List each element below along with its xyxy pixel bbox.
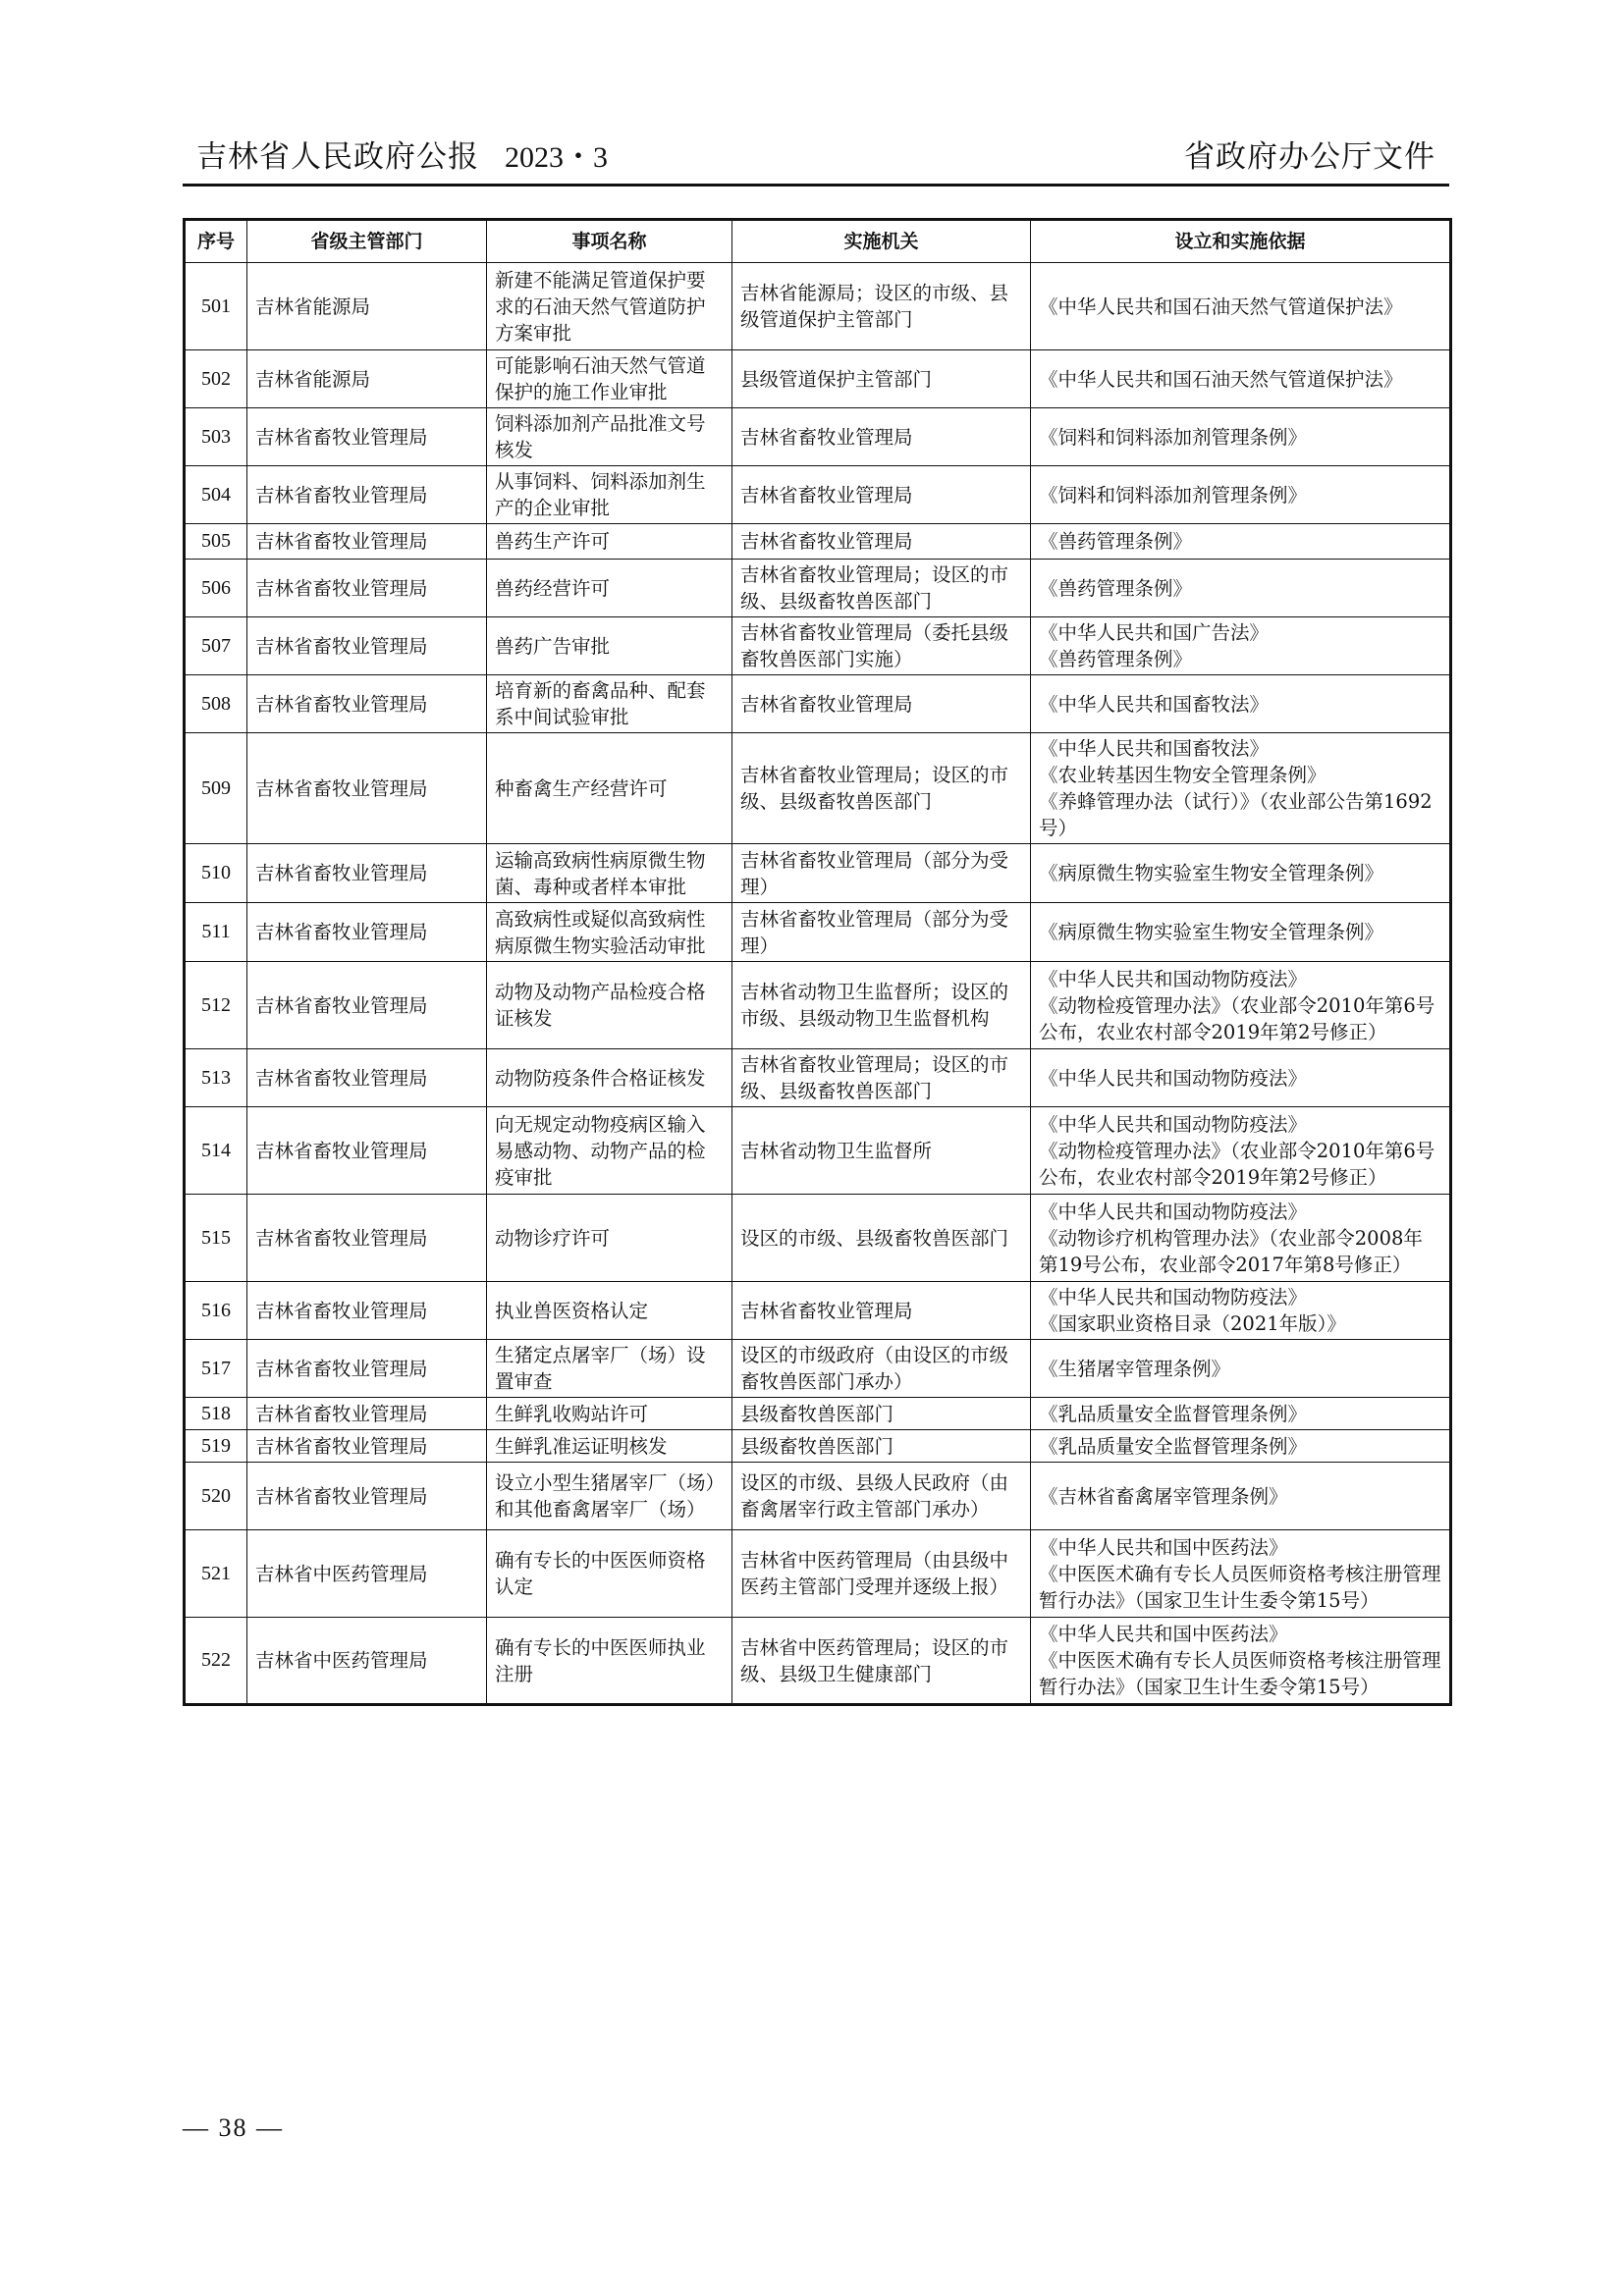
cell-agency: 县级管道保护主管部门 xyxy=(732,350,1031,408)
cell-item: 兽药生产许可 xyxy=(487,524,732,560)
cell-dept: 吉林省畜牧业管理局 xyxy=(247,560,487,617)
column-header-basis: 设立和实施依据 xyxy=(1031,220,1451,263)
cell-item: 动物诊疗许可 xyxy=(487,1195,732,1282)
cell-dept: 吉林省畜牧业管理局 xyxy=(247,1340,487,1398)
cell-agency: 吉林省畜牧业管理局（部分为受理） xyxy=(732,844,1031,903)
basis-line: 《吉林省畜禽屠宰管理条例》 xyxy=(1039,1484,1288,1508)
cell-dept: 吉林省畜牧业管理局 xyxy=(247,1049,487,1107)
table-row xyxy=(185,1430,1451,1463)
cell-dept: 吉林省畜牧业管理局 xyxy=(247,903,487,962)
cell-no: 521 xyxy=(185,1530,247,1618)
basis-line: 《中医医术确有专长人员医师资格考核注册管理暂行办法》（国家卫生计生委令第15号） xyxy=(1039,1649,1441,1698)
cell-no: 518 xyxy=(185,1398,247,1430)
cell-no: 502 xyxy=(185,350,247,408)
column-header-item: 事项名称 xyxy=(487,220,732,263)
cell-agency: 吉林省中医药管理局（由县级中医药主管部门受理并逐级上报） xyxy=(732,1530,1031,1618)
cell-agency: 县级畜牧兽医部门 xyxy=(732,1398,1031,1430)
section-title: 省政府办公厅文件 xyxy=(1184,139,1435,175)
table-header-row xyxy=(185,220,1451,263)
cell-basis xyxy=(1031,675,1451,733)
basis-line: 《养蜂管理办法（试行）》（农业部公告第1692号） xyxy=(1039,790,1433,839)
cell-agency: 吉林省中医药管理局；设区的市级、县级卫生健康部门 xyxy=(732,1618,1031,1705)
cell-dept: 吉林省畜牧业管理局 xyxy=(247,1195,487,1282)
cell-dept: 吉林省畜牧业管理局 xyxy=(247,1282,487,1340)
cell-agency: 吉林省畜牧业管理局；设区的市级、县级畜牧兽医部门 xyxy=(732,1049,1031,1107)
table-row xyxy=(185,1340,1451,1398)
table-row xyxy=(185,733,1451,844)
column-header-no: 序号 xyxy=(185,220,247,263)
column-header-dept: 省级主管部门 xyxy=(247,220,487,263)
basis-line: 《中华人民共和国动物防疫法》 xyxy=(1039,1286,1308,1308)
cell-agency: 吉林省畜牧业管理局 xyxy=(732,675,1031,733)
publication-name: 吉林省人民政府公报 xyxy=(196,139,479,175)
table-row xyxy=(185,560,1451,617)
cell-dept: 吉林省畜牧业管理局 xyxy=(247,1107,487,1195)
cell-item: 新建不能满足管道保护要求的石油天然气管道防护方案审批 xyxy=(487,263,732,350)
cell-item: 生猪定点屠宰厂（场）设置审查 xyxy=(487,1340,732,1398)
cell-no: 509 xyxy=(185,733,247,844)
cell-dept: 吉林省畜牧业管理局 xyxy=(247,1430,487,1463)
table-row xyxy=(185,962,1451,1049)
cell-basis xyxy=(1031,1195,1451,1282)
cell-agency: 吉林省畜牧业管理局 xyxy=(732,466,1031,524)
basis-line: 《中华人民共和国动物防疫法》 xyxy=(1039,1066,1308,1090)
cell-basis xyxy=(1031,733,1451,844)
cell-basis xyxy=(1031,466,1451,524)
cell-dept: 吉林省畜牧业管理局 xyxy=(247,844,487,903)
cell-basis xyxy=(1031,1618,1451,1705)
cell-basis xyxy=(1031,903,1451,962)
basis-line: 《饲料和饲料添加剂管理条例》 xyxy=(1039,425,1308,449)
cell-basis xyxy=(1031,617,1451,675)
table-row xyxy=(185,408,1451,466)
table-row xyxy=(185,466,1451,524)
cell-agency: 吉林省能源局；设区的市级、县级管道保护主管部门 xyxy=(732,263,1031,350)
cell-item: 生鲜乳准运证明核发 xyxy=(487,1430,732,1463)
cell-basis xyxy=(1031,1398,1451,1430)
cell-no: 513 xyxy=(185,1049,247,1107)
basis-line: 《中医医术确有专长人员医师资格考核注册管理暂行办法》（国家卫生计生委令第15号） xyxy=(1039,1562,1441,1612)
cell-item: 兽药广告审批 xyxy=(487,617,732,675)
cell-no: 504 xyxy=(185,466,247,524)
cell-no: 512 xyxy=(185,962,247,1049)
cell-item: 可能影响石油天然气管道保护的施工作业审批 xyxy=(487,350,732,408)
basis-line: 《中华人民共和国动物防疫法》 xyxy=(1039,1112,1308,1136)
table-row xyxy=(185,1282,1451,1340)
page-header xyxy=(183,126,1449,183)
cell-dept: 吉林省畜牧业管理局 xyxy=(247,524,487,560)
basis-line: 《动物检疫管理办法》（农业部令2010年第6号公布，农业农村部令2019年第2号修正） xyxy=(1039,1139,1435,1189)
table-row xyxy=(185,1530,1451,1618)
table-row xyxy=(185,1107,1451,1195)
basis-line: 《兽药管理条例》 xyxy=(1039,530,1193,553)
cell-no: 520 xyxy=(185,1463,247,1530)
cell-agency: 吉林省畜牧业管理局 xyxy=(732,408,1031,466)
table-row xyxy=(185,1049,1451,1107)
cell-no: 519 xyxy=(185,1430,247,1463)
table-body xyxy=(185,263,1451,1705)
cell-basis xyxy=(1031,844,1451,903)
cell-item: 培育新的畜禽品种、配套系中间试验审批 xyxy=(487,675,732,733)
cell-dept: 吉林省畜牧业管理局 xyxy=(247,675,487,733)
cell-dept: 吉林省畜牧业管理局 xyxy=(247,617,487,675)
table-row xyxy=(185,263,1451,350)
basis-line: 《农业转基因生物安全管理条例》 xyxy=(1039,764,1326,786)
cell-dept: 吉林省畜牧业管理局 xyxy=(247,733,487,844)
basis-line: 《国家职业资格目录（2021年版）》 xyxy=(1039,1312,1346,1335)
basis-line: 《动物诊疗机构管理办法》（农业部令2008年第19号公布，农业部令2017年第8号修正） xyxy=(1039,1226,1423,1276)
basis-line: 《中华人民共和国中医药法》 xyxy=(1039,1623,1288,1645)
cell-dept: 吉林省畜牧业管理局 xyxy=(247,962,487,1049)
cell-item: 确有专长的中医医师资格认定 xyxy=(487,1530,732,1618)
cell-item: 兽药经营许可 xyxy=(487,560,732,617)
basis-line: 《中华人民共和国动物防疫法》 xyxy=(1039,967,1308,990)
cell-agency: 吉林省畜牧业管理局（委托县级畜牧兽医部门实施） xyxy=(732,617,1031,675)
basis-line: 《乳品质量安全监督管理条例》 xyxy=(1039,1402,1308,1425)
basis-line: 《中华人民共和国广告法》 xyxy=(1039,621,1270,644)
cell-agency: 吉林省动物卫生监督所；设区的市级、县级动物卫生监督机构 xyxy=(732,962,1031,1049)
cell-item: 动物防疫条件合格证核发 xyxy=(487,1049,732,1107)
cell-no: 506 xyxy=(185,560,247,617)
cell-agency: 吉林省畜牧业管理局（部分为受理） xyxy=(732,903,1031,962)
cell-no: 514 xyxy=(185,1107,247,1195)
cell-agency: 吉林省畜牧业管理局 xyxy=(732,524,1031,560)
cell-no: 507 xyxy=(185,617,247,675)
basis-line: 《饲料和饲料添加剂管理条例》 xyxy=(1039,483,1308,507)
cell-basis xyxy=(1031,1340,1451,1398)
cell-item: 生鲜乳收购站许可 xyxy=(487,1398,732,1430)
table-row xyxy=(185,350,1451,408)
cell-basis xyxy=(1031,263,1451,350)
cell-dept: 吉林省中医药管理局 xyxy=(247,1618,487,1705)
basis-line: 《兽药管理条例》 xyxy=(1039,648,1193,670)
cell-basis xyxy=(1031,1530,1451,1618)
cell-basis xyxy=(1031,962,1451,1049)
cell-basis xyxy=(1031,1430,1451,1463)
basis-line: 《中华人民共和国畜牧法》 xyxy=(1039,692,1270,716)
cell-agency: 吉林省动物卫生监督所 xyxy=(732,1107,1031,1195)
column-header-agency: 实施机关 xyxy=(732,220,1031,263)
table-row xyxy=(185,844,1451,903)
cell-basis xyxy=(1031,1282,1451,1340)
page-number: — 38 — xyxy=(183,2113,284,2142)
header-rule xyxy=(183,184,1449,187)
basis-line: 《生猪屠宰管理条例》 xyxy=(1039,1357,1231,1380)
cell-no: 505 xyxy=(185,524,247,560)
cell-agency: 吉林省畜牧业管理局 xyxy=(732,1282,1031,1340)
cell-item: 设立小型生猪屠宰厂（场）和其他畜禽屠宰厂（场） xyxy=(487,1463,732,1530)
cell-no: 511 xyxy=(185,903,247,962)
table-row xyxy=(185,675,1451,733)
items-table-container xyxy=(183,218,1449,1706)
cell-dept: 吉林省畜牧业管理局 xyxy=(247,408,487,466)
cell-dept: 吉林省畜牧业管理局 xyxy=(247,1398,487,1430)
cell-agency: 设区的市级、县级人民政府（由畜禽屠宰行政主管部门承办） xyxy=(732,1463,1031,1530)
basis-line: 《中华人民共和国石油天然气管道保护法》 xyxy=(1039,367,1403,391)
basis-line: 《中华人民共和国畜牧法》 xyxy=(1039,737,1270,760)
table-row xyxy=(185,617,1451,675)
cell-item: 确有专长的中医医师执业注册 xyxy=(487,1618,732,1705)
cell-agency: 吉林省畜牧业管理局；设区的市级、县级畜牧兽医部门 xyxy=(732,733,1031,844)
table-row xyxy=(185,524,1451,560)
basis-line: 《中华人民共和国中医药法》 xyxy=(1039,1535,1288,1559)
cell-no: 510 xyxy=(185,844,247,903)
items-table xyxy=(183,218,1452,1706)
cell-dept: 吉林省能源局 xyxy=(247,350,487,408)
basis-line: 《乳品质量安全监督管理条例》 xyxy=(1039,1434,1308,1458)
cell-agency: 设区的市级政府（由设区的市级畜牧兽医部门承办） xyxy=(732,1340,1031,1398)
basis-line: 《病原微生物实验室生物安全管理条例》 xyxy=(1039,862,1384,884)
cell-agency: 吉林省畜牧业管理局；设区的市级、县级畜牧兽医部门 xyxy=(732,560,1031,617)
cell-no: 515 xyxy=(185,1195,247,1282)
cell-basis xyxy=(1031,408,1451,466)
cell-dept: 吉林省中医药管理局 xyxy=(247,1530,487,1618)
cell-item: 从事饲料、饲料添加剂生产的企业审批 xyxy=(487,466,732,524)
cell-basis xyxy=(1031,524,1451,560)
cell-basis xyxy=(1031,1463,1451,1530)
basis-line: 《动物检疫管理办法》（农业部令2010年第6号公布，农业农村部令2019年第2号修正） xyxy=(1039,993,1435,1043)
cell-agency: 设区的市级、县级畜牧兽医部门 xyxy=(732,1195,1031,1282)
cell-item: 饲料添加剂产品批准文号核发 xyxy=(487,408,732,466)
cell-basis xyxy=(1031,1107,1451,1195)
cell-no: 517 xyxy=(185,1340,247,1398)
basis-line: 《中华人民共和国石油天然气管道保护法》 xyxy=(1039,294,1403,318)
table-row xyxy=(185,903,1451,962)
issue-number: 2023・3 xyxy=(505,141,608,174)
cell-agency: 县级畜牧兽医部门 xyxy=(732,1430,1031,1463)
cell-item: 动物及动物产品检疫合格证核发 xyxy=(487,962,732,1049)
cell-item: 向无规定动物疫病区输入易感动物、动物产品的检疫审批 xyxy=(487,1107,732,1195)
table-row xyxy=(185,1618,1451,1705)
cell-basis xyxy=(1031,560,1451,617)
cell-no: 501 xyxy=(185,263,247,350)
cell-item: 种畜禽生产经营许可 xyxy=(487,733,732,844)
table-row xyxy=(185,1463,1451,1530)
cell-no: 522 xyxy=(185,1618,247,1705)
cell-item: 执业兽医资格认定 xyxy=(487,1282,732,1340)
cell-item: 高致病性或疑似高致病性病原微生物实验活动审批 xyxy=(487,903,732,962)
cell-no: 503 xyxy=(185,408,247,466)
cell-dept: 吉林省畜牧业管理局 xyxy=(247,466,487,524)
cell-item: 运输高致病性病原微生物菌、毒种或者样本审批 xyxy=(487,844,732,903)
basis-line: 《中华人民共和国动物防疫法》 xyxy=(1039,1200,1308,1223)
cell-dept: 吉林省畜牧业管理局 xyxy=(247,1463,487,1530)
cell-no: 508 xyxy=(185,675,247,733)
basis-line: 《病原微生物实验室生物安全管理条例》 xyxy=(1039,921,1384,943)
cell-no: 516 xyxy=(185,1282,247,1340)
publication-title xyxy=(196,132,608,176)
cell-dept: 吉林省能源局 xyxy=(247,263,487,350)
cell-basis xyxy=(1031,1049,1451,1107)
table-row xyxy=(185,1195,1451,1282)
table-row xyxy=(185,1398,1451,1430)
basis-line: 《兽药管理条例》 xyxy=(1039,576,1193,600)
cell-basis xyxy=(1031,350,1451,408)
